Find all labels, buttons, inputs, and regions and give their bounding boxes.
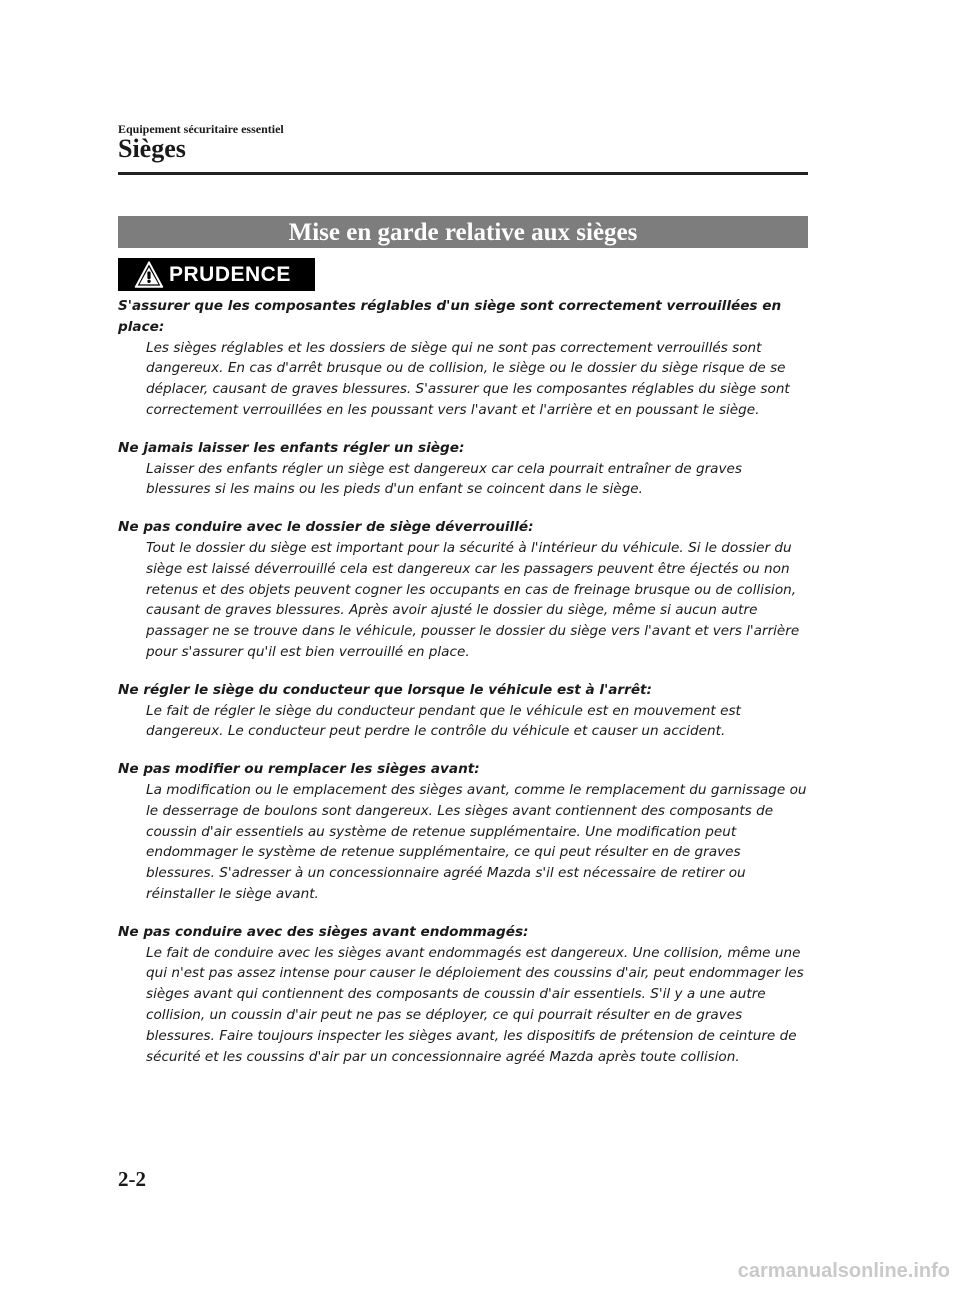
caution-item <box>118 922 810 1068</box>
caution-item-heading: Ne pas conduire avec le dossier de siège déverrouillé: <box>118 519 534 536</box>
page-number: 2-2 <box>118 1167 146 1191</box>
page-title: Sièges <box>118 134 186 163</box>
caution-item <box>118 680 810 742</box>
caution-item <box>118 296 810 421</box>
header-divider <box>118 172 808 175</box>
caution-item-text: La modification ou le emplacement des sièges avant, comme le remplacement du garnissage ou le desserrage de boulons sont dangereux. Les sièges avant contiennent des composants de coussin d'air essentiels au système de retenue supplémentaire. Une modification peut endommager le système de retenue supplémentaire, ce qui peut résulter en de graves blessures. S'adresser à un concessionnaire agréé Mazda s'il est nécessaire de retirer ou réinstaller le siège avant. <box>146 781 807 902</box>
caution-body <box>118 296 810 1084</box>
caution-item-heading: Ne régler le siège du conducteur que lorsque le véhicule est à l'arrêt: <box>118 681 652 698</box>
caution-item <box>118 517 810 663</box>
chapter-label: Equipement sécuritaire essentiel <box>118 122 284 136</box>
caution-item-text: Les sièges réglables et les dossiers de siège qui ne sont pas correctement verrouillés sont dangereux. En cas d'arrêt brusque ou de collision, le siège ou le dossier du siège risque de se déplacer, causant de graves blessures. S'assurer que les composantes réglables du siège sont correctement verrouillées en les poussant vers l'avant et l'arrière et en poussant le siège. <box>146 339 790 418</box>
caution-item-text: Tout le dossier du siège est important pour la sécurité à l'intérieur du véhicule. Si le dossier du siège est laissé déverrouillé cela est dangereux car les passagers peuvent être éjectés ou non retenus et des objets peuvent cogner les occupants en cas de freinage brusque ou de collision, causant de graves blessures. Après avoir ajusté le dossier du siège, même si aucun autre passager ne se trouve dans le véhicule, pousser le dossier du siège vers l'avant et vers l'arrière pour s'assurer qu'il est bien verrouillé en place. <box>146 539 800 660</box>
section-title: Mise en garde relative aux sièges <box>118 216 808 248</box>
caution-item-heading: Ne pas conduire avec des sièges avant endommagés: <box>118 923 529 940</box>
caution-item-heading: S'assurer que les composantes réglables d'un siège sont correctement verrouillées en place: <box>118 298 782 335</box>
caution-label: PRUDENCE <box>169 262 291 286</box>
caution-item-text: Le fait de conduire avec les sièges avant endommagés est dangereux. Une collision, même une qui n'est pas assez intense pour causer le déploiement des coussins d'air, peut endommager les sièges avant qui contiennent des composants de coussin d'air essentiels. S'il y a une autre collision, un coussin d'air peut ne pas se déployer, ce qui pourrait résulter en de graves blessures. Faire toujours inspecter les sièges avant, les dispositifs de prétension de ceinture de sécurité et les coussins d'air par un concessionnaire agréé Mazda après toute collision. <box>146 944 804 1065</box>
caution-badge <box>118 258 315 291</box>
caution-item-heading: Ne pas modifier ou remplacer les sièges avant: <box>118 761 480 778</box>
caution-item-text: Le fait de régler le siège du conducteur pendant que le véhicule est en mouvement est dangereux. Le conducteur peut perdre le contrôle du véhicule et causer un accident. <box>146 702 741 740</box>
caution-item-text: Laisser des enfants régler un siège est dangereux car cela pourrait entraîner de graves blessures si les mains ou les pieds d'un enfant se coincent dans le siège. <box>146 460 742 498</box>
warning-triangle-icon <box>134 260 164 290</box>
watermark: carmanualsonline.info <box>737 1260 950 1282</box>
caution-item-heading: Ne jamais laisser les enfants régler un siège: <box>118 439 465 456</box>
caution-item <box>118 759 810 905</box>
caution-item <box>118 438 810 500</box>
